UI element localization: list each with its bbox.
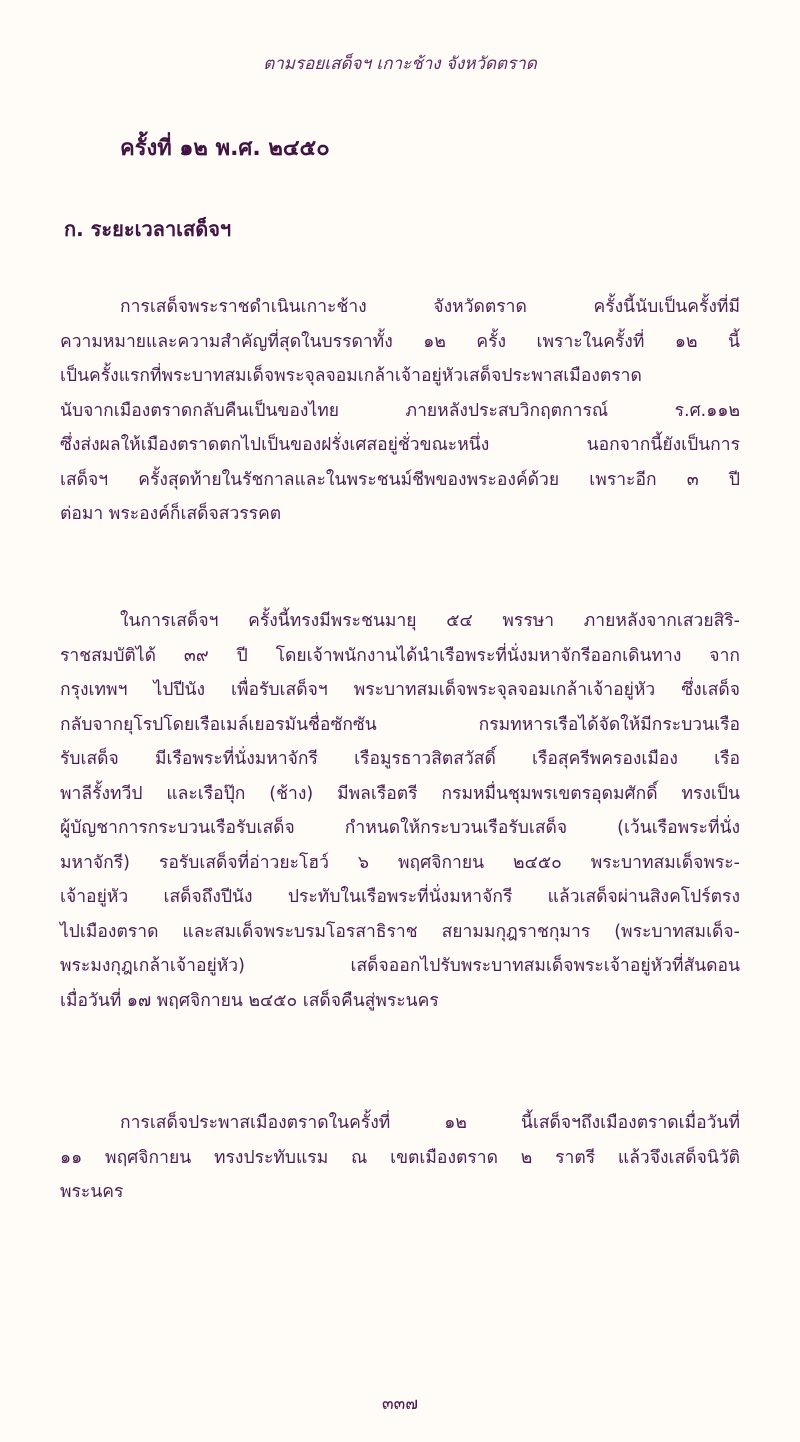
paragraph-line: มหาจักรี) รอรับเสด็จที่อ่าวยะโฮว์ ๖ พฤศจิกายน ๒๔๕๐ พระบาทสมเด็จพระ-	[60, 852, 740, 873]
paragraph-line: เจ้าอยู่หัว เสด็จถึงปีนัง ประทับในเรือพระที่นั่งมหาจักรี แล้วเสด็จผ่านสิงคโปร์ตรง	[60, 887, 740, 907]
paragraph-line: พระมงกุฎเกล้าเจ้าอยู่หัว) เสด็จออกไปรับพระบาทสมเด็จพระเจ้าอยู่หัวที่สันดอน	[60, 956, 740, 976]
paragraph-line: เสด็จฯ ครั้งสุดท้ายในรัชกาลและในพระชนม์ชีพของพระองค์ด้วย เพราะอีก ๓ ปี	[60, 469, 740, 490]
paragraph-line: ต่อมา พระองค์ก็เสด็จสวรรคต	[60, 504, 282, 524]
paragraph-2	[60, 604, 740, 1018]
paragraph-line: การเสด็จประพาสเมืองตราดในครั้งที่ ๑๒ นี้เสด็จฯถึงเมืองตราดเมื่อวันที่	[120, 1113, 740, 1133]
page-number: ๓๓๗	[381, 1394, 419, 1414]
paragraph-line: ๑๑ พฤศจิกายน ทรงประทับแรม ณ เขตเมืองตราด ๒ ราตรี แล้วจึงเสด็จนิวัติ	[60, 1147, 740, 1168]
paragraph-line: รับเสด็จ มีเรือพระที่นั่งมหาจักรี เรือมูรธาวสิตสวัสดิ์ เรือสุครีพครองเมือง เรือ	[60, 749, 740, 769]
paragraph-line: ซึ่งส่งผลให้เมืองตราดตกไปเป็นของฝรั่งเศสอยู่ชั่วขณะหนึ่ง นอกจากนี้ยังเป็นการ	[60, 435, 740, 455]
paragraph-line: นับจากเมืองตราดกลับคืนเป็นของไทย ภายหลังประสบวิกฤตการณ์ ร.ศ.๑๑๒	[60, 400, 740, 421]
running-header: ตามรอยเสด็จฯ เกาะช้าง จังหวัดตราด	[263, 54, 537, 74]
paragraph-line: เมื่อวันที่ ๑๗ พฤศจิกายน ๒๔๕๐ เสด็จคืนสู่พระนคร	[60, 990, 439, 1011]
paragraph-line: พาลีรั้งทวีป และเรือปุ๊ก (ช้าง) มีพลเรือตรี กรมหมื่นชุมพรเขตรอุดมศักดิ์ ทรงเป็น	[60, 783, 740, 804]
paragraph-3	[60, 1106, 740, 1210]
paragraph-line: กรุงเทพฯ ไปปีนัง เพื่อรับเสด็จฯ พระบาทสมเด็จพระจุลจอมเกล้าเจ้าอยู่หัว ซึ่งเสด็จ	[60, 680, 740, 700]
paragraph-1	[60, 290, 740, 532]
paragraph-line: ไปเมืองตราด และสมเด็จพระบรมโอรสาธิราช สยามมกุฎราชกุมาร (พระบาทสมเด็จ-	[60, 921, 740, 942]
paragraph-line: ในการเสด็จฯ ครั้งนี้ทรงมีพระชนมายุ ๕๔ พรรษา ภายหลังจากเสวยสิริ-	[120, 611, 740, 631]
paragraph-line: การเสด็จพระราชดำเนินเกาะช้าง จังหวัดตราด ครั้งนี้นับเป็นครั้งที่มี	[120, 297, 740, 317]
section-heading: ก. ระยะเวลาเสด็จฯ	[64, 217, 232, 241]
chapter-title: ครั้งที่ ๑๒ พ.ศ. ๒๔๕๐	[120, 136, 330, 161]
paragraph-line: พระนคร	[60, 1182, 124, 1202]
paragraph-line: ราชสมบัติได้ ๓๙ ปี โดยเจ้าพนักงานได้นำเรือพระที่นั่งมหาจักรีออกเดินทาง จาก	[60, 645, 740, 666]
paragraph-line: กลับจากยุโรปโดยเรือเมล์เยอรมันชื่อซักซัน กรมทหารเรือได้จัดให้มีกระบวนเรือ	[60, 714, 740, 735]
paragraph-line: ผู้บัญชาการกระบวนเรือรับเสด็จ กำหนดให้กระบวนเรือรับเสด็จ (เว้นเรือพระที่นั่ง	[60, 818, 740, 838]
paragraph-line: ความหมายและความสำคัญที่สุดในบรรดาทั้ง ๑๒ ครั้ง เพราะในครั้งที่ ๑๒ นี้	[60, 331, 740, 352]
paragraph-line: เป็นครั้งแรกที่พระบาทสมเด็จพระจุลจอมเกล้าเจ้าอยู่หัวเสด็จประพาสเมืองตราด	[60, 366, 642, 386]
